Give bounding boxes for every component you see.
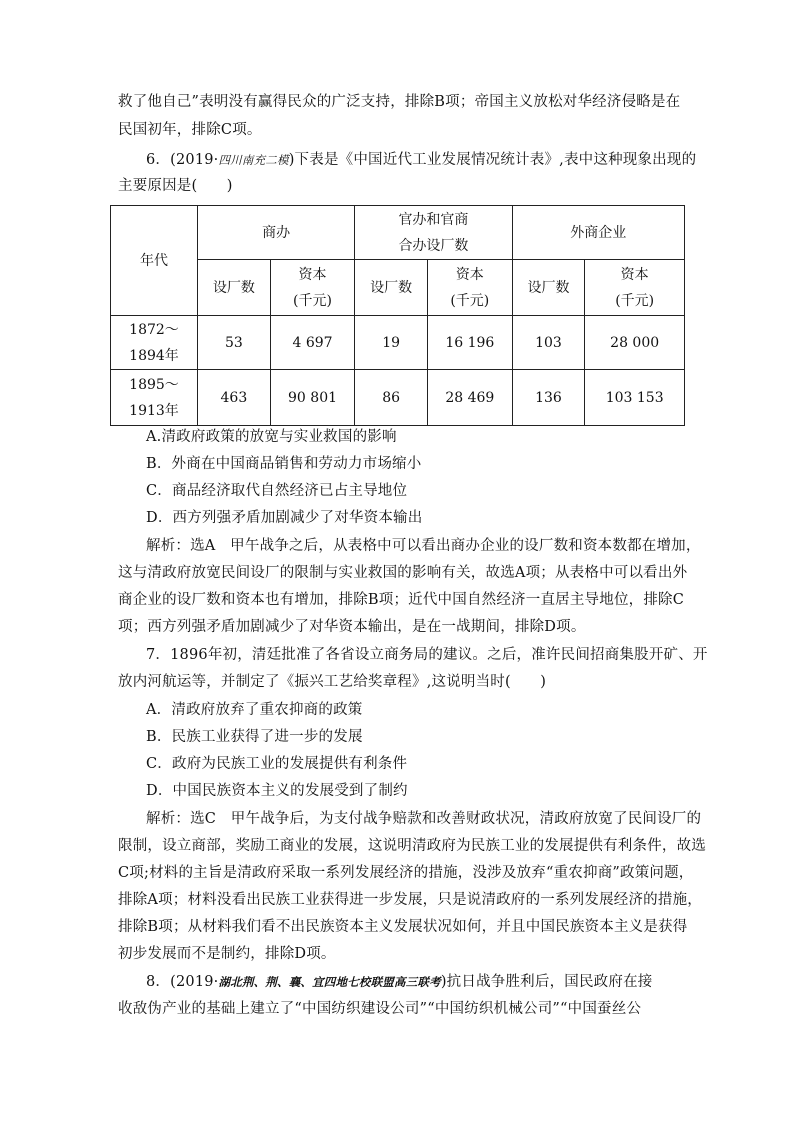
header-official: 官办和官商 合办设厂数	[355, 206, 512, 260]
answer-7-line: 排除B项；从材料我们看不出民族资本主义发展状况如何，并且中国民族资本主义是获得	[118, 919, 688, 935]
answer-7-line: 初步发展而不是制约，排除D项。	[118, 946, 336, 962]
industry-stats-table	[110, 205, 685, 426]
text-line: 民国初年，排除C项。	[118, 122, 262, 138]
table-row: 1895～ 1913年 463 90 801 86 28 469 136 103 153	[111, 370, 685, 426]
question-6-stem: 6．(2019·四川南充二模)下表是《中国近代工业发展情况统计表》,表中这种现象出现的	[146, 152, 697, 168]
option-a: A.清政府政策的放宽与实业救国的影响	[146, 429, 397, 445]
answer-7-line: 解析：选C 甲午战争后，为支付战争赔款和改善财政状况，清政府放宽了民间设厂的	[146, 811, 702, 827]
text-line: 放内河航运等，并制定了《振兴工艺给奖章程》,这说明当时( )	[118, 674, 547, 690]
option-d: D．中国民族资本主义的发展受到了制约	[146, 783, 408, 799]
header-capital: 资本 (千元)	[428, 260, 513, 316]
header-count: 设厂数	[198, 260, 271, 316]
text-line: 救了他自己”表明没有赢得民众的广泛支持，排除B项；帝国主义放松对华经济侵略是在	[118, 94, 681, 110]
source-note: 湖北荆、荆、襄、宜四地七校联盟高三联考	[218, 975, 441, 989]
answer-6-line: 这与清政府放宽民间设厂的限制与实业救国的影响有关，故选A项；从表格中可以看出外	[118, 565, 688, 581]
answer-7-line: C项;材料的主旨是清政府采取一系列发展经济的措施，没涉及放弃“重农抑商”政策问题，	[118, 865, 694, 881]
option-d: D．西方列强矛盾加剧减少了对华资本输出	[146, 510, 423, 526]
table-row: 1872～ 1894年 53 4 697 19 16 196 103 28 000	[111, 316, 685, 370]
question-8-stem: 8．(2019·湖北荆、荆、襄、宜四地七校联盟高三联考)抗日战争胜利后，国民政府在接	[146, 974, 653, 990]
answer-7-line: 排除A项；材料没看出民族工业获得进一步发展，只是说清政府的一系列发展经济的措施，	[118, 892, 702, 908]
question-7-stem: 7．1896年初，清廷批准了各省设立商务局的建议。之后，准许民间招商集股开矿、开	[146, 647, 708, 663]
source-note: 四川南充二模	[218, 153, 289, 167]
answer-6-line: 解析：选A 甲午战争之后，从表格中可以看出商办企业的设厂数和资本数都在增加，	[146, 538, 701, 554]
header-count: 设厂数	[355, 260, 428, 316]
option-b: B．民族工业获得了进一步的发展	[146, 729, 363, 745]
option-b: B．外商在中国商品销售和劳动力市场缩小	[146, 456, 422, 472]
text-line: 收敌伪产业的基础上建立了“中国纺织建设公司”“中国纺织机械公司”“中国蚕丝公	[118, 1001, 642, 1017]
answer-7-line: 限制，设立商部，奖励工商业的发展，这说明清政府为民族工业的发展提供有利条件，故选	[118, 838, 706, 854]
option-a: A．清政府放弃了重农抑商的政策	[146, 702, 363, 718]
header-capital: 资本 (千元)	[270, 260, 355, 316]
option-c: C．政府为民族工业的发展提供有利条件	[146, 756, 408, 772]
answer-6-line: 商企业的设厂数和资本也有增加，排除B项；近代中国自然经济一直居主导地位，排除C	[118, 592, 685, 608]
header-foreign: 外商企业	[512, 206, 684, 260]
answer-6-line: 项；西方列强矛盾加剧减少了对华资本输出，是在一战期间，排除D项。	[118, 619, 586, 635]
header-capital: 资本 (千元)	[585, 260, 685, 316]
option-c: C．商品经济取代自然经济已占主导地位	[146, 483, 408, 499]
header-count: 设厂数	[512, 260, 585, 316]
text-line: 主要原因是( )	[118, 178, 233, 194]
header-commercial: 商办	[198, 206, 355, 260]
header-year: 年代	[111, 206, 198, 316]
